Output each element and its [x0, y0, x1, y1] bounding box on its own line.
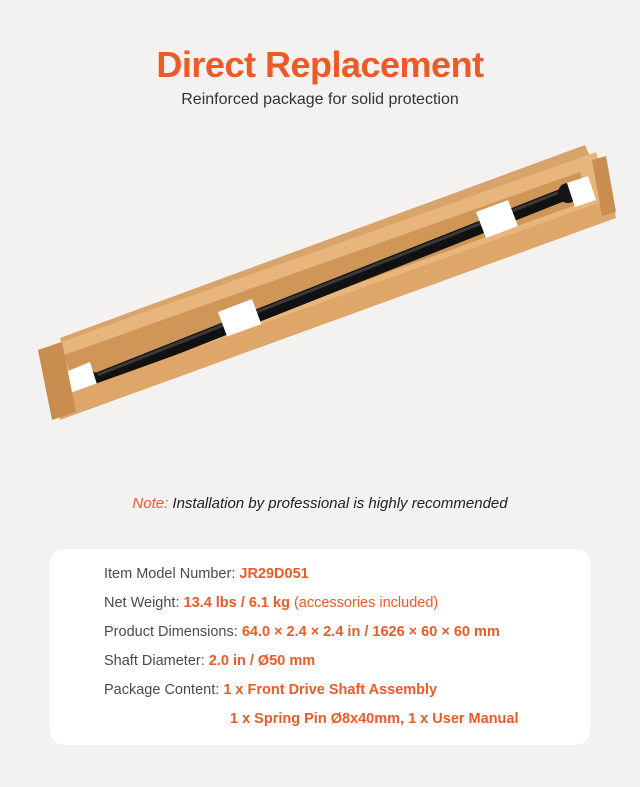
page-subtitle: Reinforced package for solid protection [181, 91, 459, 108]
spec-model-number [104, 566, 309, 582]
product-package-image [0, 130, 640, 430]
spec-weight-extra: (accessories included) [289, 595, 439, 611]
page-title: Direct Replacement [156, 44, 484, 85]
box-inner-tray [64, 172, 590, 385]
spec-package-value-2: 1 x Spring Pin Ø8x40mm, 1 x User Manual [230, 711, 519, 727]
spec-dimensions-label: Product Dimensions: [104, 624, 242, 640]
spec-diameter-value: 2.0 in / Ø50 mm [208, 653, 316, 669]
spec-diameter-label: Shaft Diameter: [104, 653, 209, 669]
spec-model-value: JR29D051 [239, 566, 309, 582]
spec-model-label: Item Model Number: [104, 566, 240, 582]
specifications-card [50, 549, 590, 745]
spec-package-value-1: 1 x Front Drive Shaft Assembly [223, 682, 438, 698]
installation-note [0, 495, 640, 512]
spec-weight-value: 13.4 lbs / 6.1 kg [183, 595, 290, 611]
spec-weight-label: Net Weight: [104, 595, 184, 611]
spec-package-label: Package Content: [104, 682, 224, 698]
note-label: Note: [132, 495, 169, 512]
note-text: Installation by professional is highly recommended [168, 495, 508, 512]
spec-dimensions-value: 64.0 × 2.4 × 2.4 in / 1626 × 60 × 60 mm [241, 624, 500, 640]
spec-net-weight [104, 595, 438, 611]
spec-shaft-diameter [104, 653, 315, 669]
spec-package-content-cont [230, 711, 519, 727]
spec-dimensions [104, 624, 500, 640]
spec-package-content [104, 682, 437, 698]
